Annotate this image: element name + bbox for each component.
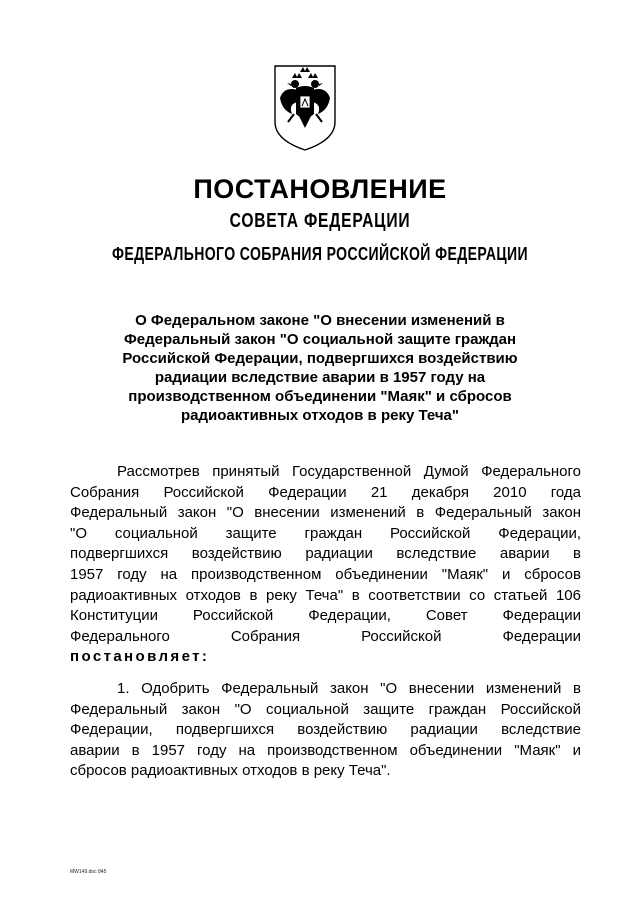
law-title-line: радиоактивных отходов в реку Теча": [180, 407, 460, 424]
preamble-line: подвергшихся воздействию радиации вследствие аварии в: [70, 545, 581, 563]
preamble-line: радиоактивных отходов в реку Теча" в соответствии со статьей 106: [70, 586, 581, 604]
preamble-line: Федеральный закон "О внесении изменений в Федеральный закон: [70, 504, 581, 522]
item-1-line: аварии в 1957 году на производственном объединении "Маяк" и: [70, 741, 581, 759]
preamble-line: Рассмотрев принятый Государственной Думой Федерального: [117, 463, 581, 480]
law-title-line: Федеральный закон "О социальной защите граждан: [123, 331, 517, 348]
preamble-paragraph: [70, 462, 581, 668]
preamble-line: "О социальной защите граждан Российской Федерации,: [70, 524, 581, 542]
coat-of-arms-emblem: [272, 64, 338, 152]
item-1-line: 1. Одобрить Федеральный закон "О внесении изменений в: [117, 680, 581, 697]
law-title-block: [96, 311, 544, 425]
document-subtitle-council: СОВЕТА ФЕДЕРАЦИИ: [229, 210, 411, 232]
law-title-line: О Федеральном законе "О внесении изменений в: [135, 312, 505, 329]
preamble-line: Собрания Российской Федерации 21 декабря 2010 года: [70, 483, 581, 501]
item-1-line: сбросов радиоактивных отходов в реку Теча".: [70, 762, 391, 780]
document-code: MW149.doc 845: [70, 869, 107, 875]
law-title-line: производственном объединении "Маяк" и сбросов: [128, 388, 512, 405]
preamble-line: Конституции Российской Федерации, Совет Федерации: [70, 607, 581, 625]
item-1-line: Федеральный закон "О социальной защите граждан Российской: [70, 700, 581, 718]
double-headed-eagle-icon: [272, 64, 338, 152]
document-subtitle-assembly: ФЕДЕРАЛЬНОГО СОБРАНИЯ РОССИЙСКОЙ ФЕДЕРАЦИИ: [111, 244, 529, 264]
decision-word: постановляет:: [70, 648, 210, 666]
law-title-line: радиации вследствие аварии в 1957 году на: [154, 369, 486, 386]
preamble-line: Федерального Собрания Российской Федерации: [70, 627, 581, 645]
law-title-line: Российской Федерации, подвергшихся воздействию: [122, 350, 518, 367]
item-1-paragraph: [70, 679, 581, 782]
item-1-line: Федерации, подвергшихся воздействию радиации вследствие: [70, 721, 581, 739]
preamble-line: 1957 году на производственном объединении "Маяк" и сбросов: [70, 565, 581, 583]
document-title: ПОСТАНОВЛЕНИЕ: [193, 174, 447, 204]
